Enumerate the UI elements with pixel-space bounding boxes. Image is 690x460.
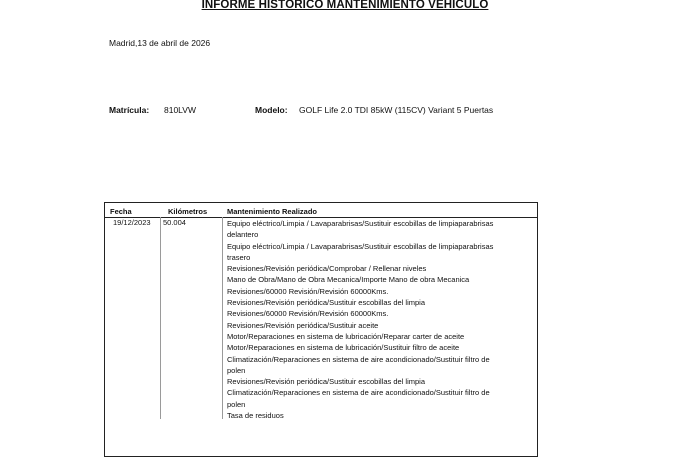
list-item: polen — [227, 365, 246, 375]
maintenance-table — [104, 202, 538, 457]
report-date: Madrid,13 de abril de 2026 — [109, 38, 211, 48]
header-date: Fecha — [110, 207, 132, 216]
list-item: Tasa de residuos — [227, 411, 284, 421]
list-item: Revisiones/Revisión periódica/Sustituir escobillas del limpia — [227, 298, 426, 308]
list-item: Revisiones/60000 Revisión/Revisión 60000Kms. — [227, 286, 389, 296]
list-item: polen — [227, 399, 246, 409]
column-divider — [222, 217, 223, 419]
plate-value: 810LVW — [164, 105, 196, 115]
maintenance-items — [227, 218, 527, 421]
list-item: Revisiones/60000 Revisión/Revisión 60000Kms. — [227, 309, 389, 319]
row-km: 50.004 — [163, 218, 186, 227]
list-item: Equipo eléctrico/Limpia / Lavaparabrisas/Sustituir escobillas de limpiaparabrisas — [227, 219, 494, 228]
list-item: Revisiones/Revisión periódica/Sustituir escobillas del limpia — [227, 377, 426, 387]
model-value: GOLF Life 2.0 TDI 85kW (115CV) Variant 5 Puertas — [299, 105, 494, 115]
list-item: Mano de Obra/Mano de Obra Mecanica/Importe Mano de obra Mecanica — [227, 275, 470, 285]
plate-label: Matrícula: — [109, 105, 150, 115]
header-work: Mantenimiento Realizado — [227, 207, 318, 216]
report-title: INFORME HISTÓRICO MANTENIMIENTO VEHÍCULO — [201, 0, 489, 11]
column-divider — [160, 217, 161, 419]
list-item: Climatización/Reparaciones en sistema de aire acondicionado/Sustituir filtro de — [227, 354, 490, 364]
list-item: trasero — [227, 252, 251, 262]
list-item: Revisiones/Revisión periódica/Comprobar / Rellenar niveles — [227, 264, 427, 274]
model-label: Modelo: — [255, 105, 288, 115]
header-km: Kilómetros — [168, 207, 208, 216]
table-header-row — [105, 203, 537, 218]
list-item: Motor/Reparaciones en sistema de lubricación/Reparar carter de aceite — [227, 331, 465, 341]
list-item: Motor/Reparaciones en sistema de lubricación/Sustituir filtro de aceite — [227, 343, 460, 353]
list-item: Revisiones/Revisión periódica/Sustituir aceite — [227, 320, 379, 330]
list-item: Equipo eléctrico/Limpia / Lavaparabrisas/Sustituir escobillas de limpiaparabrisas — [227, 241, 494, 251]
list-item: Climatización/Reparaciones en sistema de aire acondicionado/Sustituir filtro de — [227, 388, 490, 398]
list-item: delantero — [227, 230, 259, 240]
row-date: 19/12/2023 — [113, 218, 151, 227]
